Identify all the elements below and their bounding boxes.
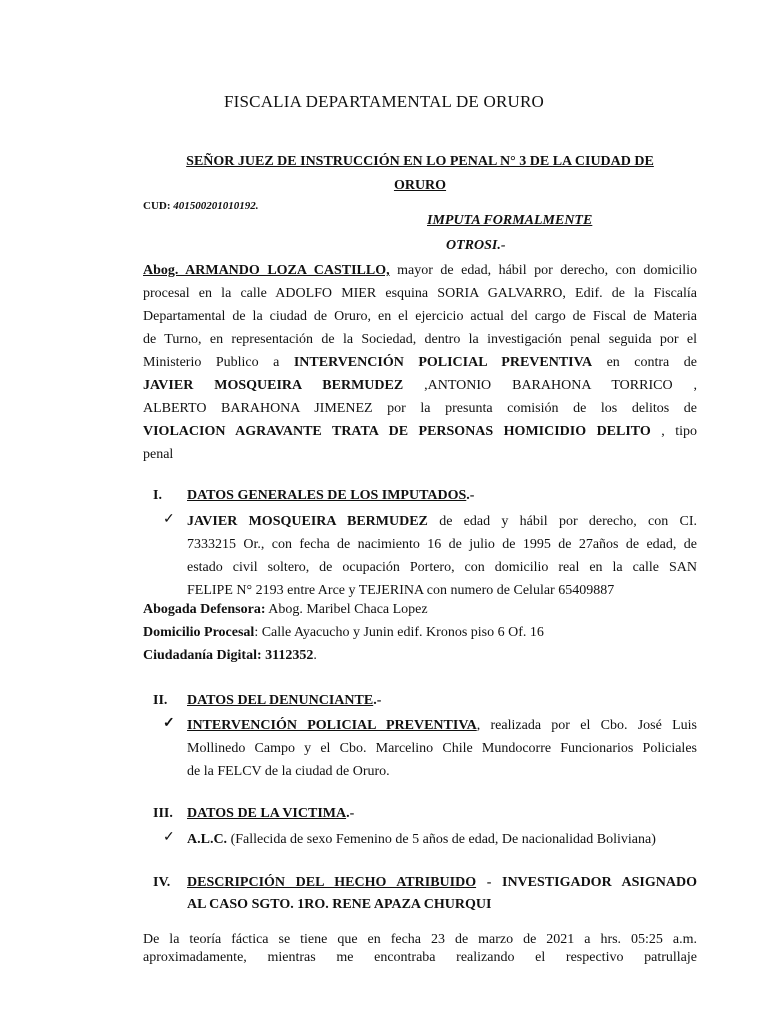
document-title: FISCALIA DEPARTAMENTAL DE ORURO bbox=[224, 92, 544, 111]
accused-details bbox=[187, 510, 697, 602]
section-3-heading bbox=[187, 806, 354, 822]
intro-paragraph bbox=[143, 259, 697, 466]
addressee-line-1: SEÑOR JUEZ DE INSTRUCCIÓN EN LO PENAL N° 3 DE LA CIUDAD DE bbox=[186, 154, 654, 169]
crimes-bold: VIOLACION AGRAVANTE TRATA DE PERSONAS HOMICIDIO DELITO bbox=[143, 424, 651, 439]
section-3-heading-text: DATOS DE LA VICTIMA bbox=[187, 806, 347, 821]
section-3-number: III. bbox=[153, 806, 173, 821]
addressee-line-2: ORURO bbox=[393, 178, 447, 193]
victim-details bbox=[187, 828, 697, 851]
section-1-heading-text: DATOS GENERALES DE LOS IMPUTADOS bbox=[187, 488, 467, 503]
facts-line: aproximadamente, mientras me encontraba realizando el respectivo patrullaje bbox=[143, 950, 697, 965]
section-4-heading-text: DESCRIPCIÓN DEL HECHO ATRIBUIDO bbox=[187, 875, 477, 890]
accused-bold: JAVIER MOSQUEIRA BERMUDEZ bbox=[143, 378, 404, 393]
defense-attorney-label: Abogada Defensora: bbox=[143, 602, 266, 617]
procedural-address-field bbox=[143, 625, 544, 641]
complainant-name: INTERVENCIÓN POLICIAL PREVENTIVA bbox=[187, 718, 477, 733]
digital-citizenship-label: Ciudadanía Digital: 3112352 bbox=[143, 648, 314, 663]
cud-value: 401500201010192. bbox=[173, 200, 259, 212]
complainant-details bbox=[187, 714, 697, 783]
section-4-heading-line-2: AL CASO SGTO. 1RO. RENE APAZA CHURQUI bbox=[187, 897, 492, 912]
cud-label: CUD: bbox=[143, 200, 171, 212]
intro-line: Departamental de la ciudad de Oruro, en el ejercicio actual del cargo de Fiscal de Materia bbox=[143, 309, 697, 324]
section-2-heading-text: DATOS DEL DENUNCIANTE bbox=[187, 693, 374, 708]
intro-line bbox=[143, 374, 697, 397]
section-1-heading-suffix: .- bbox=[466, 488, 475, 503]
complainant-bold: INTERVENCIÓN POLICIAL PREVENTIVA bbox=[293, 355, 593, 370]
accused-line: 7333215 Or., con fecha de nacimiento 16 de julio de 1995 de 27años de edad, de bbox=[187, 537, 697, 552]
complainant-line: de la FELCV de la ciudad de Oruro. bbox=[187, 764, 390, 779]
section-4-number: IV. bbox=[153, 875, 171, 890]
victim-initials: A.L.C. bbox=[187, 832, 228, 847]
section-4-heading-line bbox=[187, 875, 697, 891]
accused-name: JAVIER MOSQUEIRA BERMUDEZ bbox=[187, 514, 428, 529]
intro-line bbox=[143, 420, 697, 443]
victim-description: (Fallecida de sexo Femenino de 5 años de edad, De nacionalidad Boliviana) bbox=[227, 832, 656, 847]
defense-attorney-value: Abog. Maribel Chaca Lopez bbox=[265, 602, 428, 617]
accused-line: FELIPE N° 2193 entre Arce y TEJERINA con numero de Celular 65409887 bbox=[187, 583, 615, 598]
complainant-line: Mollinedo Campo y el Cbo. Marcelino Chile Mundocorre Funcionarios Policiales bbox=[187, 741, 697, 756]
intro-line: ALBERTO BARAHONA JIMENEZ por la presunta comisión de los delitos de bbox=[143, 401, 697, 416]
accused-line bbox=[187, 510, 697, 533]
complainant-line bbox=[187, 714, 697, 737]
intro-line bbox=[143, 259, 697, 282]
intro-text: en contra de bbox=[592, 355, 697, 370]
checkmark-icon: ✓ bbox=[163, 716, 175, 731]
complainant-text: , realizada por el Cbo. José Luis bbox=[476, 718, 697, 733]
intro-line bbox=[143, 351, 697, 374]
section-1-number: I. bbox=[153, 488, 162, 503]
accused-text: de edad y hábil por derecho, con CI. bbox=[427, 514, 697, 529]
procedural-address-label: Domicilio Procesal bbox=[143, 625, 255, 640]
defense-attorney-field bbox=[143, 602, 428, 618]
accused-line: estado civil soltero, de ocupación Portero, con domicilio real en la calle SAN bbox=[187, 560, 697, 575]
section-4-heading bbox=[187, 875, 697, 891]
intro-text: mayor de edad, hábil por derecho, con domicilio bbox=[389, 263, 697, 278]
facts-line: De la teoría fáctica se tiene que en fecha 23 de marzo de 2021 a hrs. 05:25 a.m. bbox=[143, 932, 697, 947]
intro-line: penal bbox=[143, 447, 174, 462]
imputa-heading: IMPUTA FORMALMENTE bbox=[427, 213, 593, 228]
cud-reference bbox=[143, 200, 259, 212]
section-2-heading-suffix: .- bbox=[373, 693, 382, 708]
checkmark-icon: ✓ bbox=[163, 830, 175, 845]
intro-text: , tipo bbox=[650, 424, 697, 439]
section-1-heading bbox=[187, 488, 474, 504]
intro-text: Ministerio Publico a bbox=[143, 355, 294, 370]
section-4-heading-rest: - INVESTIGADOR ASIGNADO bbox=[476, 875, 697, 890]
digital-citizenship-suffix: . bbox=[313, 648, 317, 663]
digital-citizenship-field bbox=[143, 648, 317, 664]
prosecutor-name: Abog. ARMANDO LOZA CASTILLO, bbox=[143, 263, 390, 278]
procedural-address-value: : Calle Ayacucho y Junin edif. Kronos piso 6 Of. 16 bbox=[254, 625, 544, 640]
otrosi-heading: OTROSI.- bbox=[446, 238, 506, 253]
intro-line: de Turno, en representación de la Sociedad, dentro la investigación penal seguida por el bbox=[143, 332, 697, 347]
facts-paragraph bbox=[143, 931, 697, 967]
section-2-heading bbox=[187, 693, 381, 709]
intro-line: procesal en la calle ADOLFO MIER esquina SORIA GALVARRO, Edif. de la Fiscalía bbox=[143, 286, 697, 301]
intro-text: ,ANTONIO BARAHONA TORRICO , bbox=[403, 378, 697, 393]
section-2-number: II. bbox=[153, 693, 168, 708]
section-3-heading-suffix: .- bbox=[346, 806, 355, 821]
checkmark-icon: ✓ bbox=[163, 512, 175, 527]
